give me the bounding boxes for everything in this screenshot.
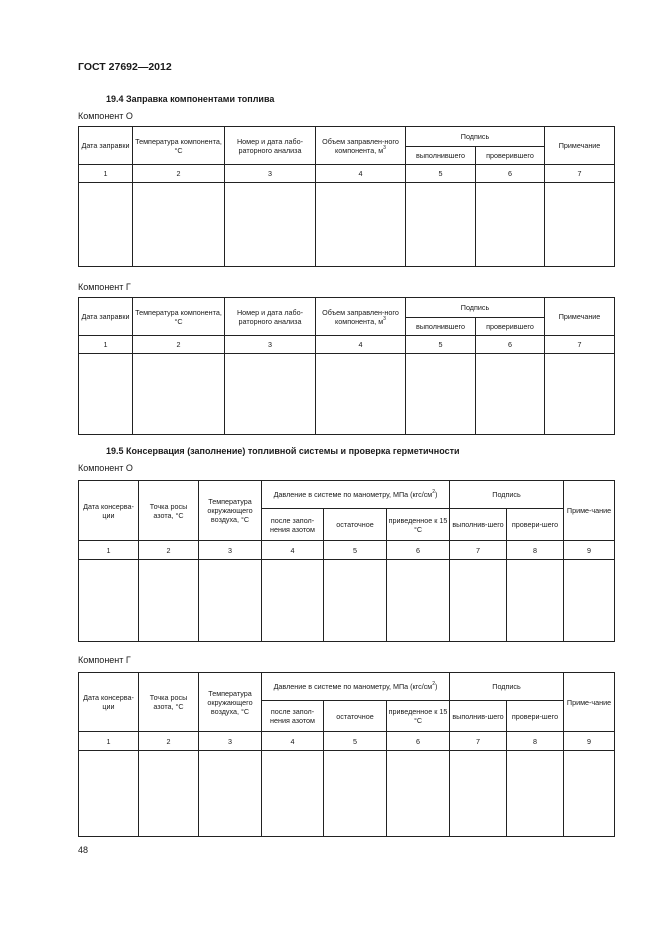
col-number: 7 — [545, 165, 615, 183]
header-air-temp: Температура окружающего воздуха, °С — [199, 481, 262, 541]
col-number: 4 — [316, 336, 406, 354]
component-g-label-19-5: Компонент Г — [78, 655, 131, 665]
header-signature: Подпись — [406, 298, 545, 318]
empty-cell[interactable] — [139, 751, 199, 837]
empty-cell[interactable] — [262, 751, 324, 837]
col-number: 5 — [324, 732, 387, 751]
empty-cell[interactable] — [324, 560, 387, 642]
empty-cell[interactable] — [476, 354, 545, 435]
header-performed: выполнив-шего — [450, 509, 507, 541]
empty-cell[interactable] — [507, 560, 564, 642]
empty-cell[interactable] — [316, 354, 406, 435]
preservation-table-component-g — [78, 672, 615, 837]
table-row — [79, 560, 615, 642]
col-number: 7 — [450, 732, 507, 751]
header-residual: остаточное — [324, 701, 387, 732]
col-number: 7 — [545, 336, 615, 354]
col-number: 3 — [225, 336, 316, 354]
empty-cell[interactable] — [406, 354, 476, 435]
col-number: 2 — [133, 336, 225, 354]
empty-cell[interactable] — [387, 560, 450, 642]
section-19-4-title: 19.4 Заправка компонентами топлива — [106, 94, 275, 104]
col-number: 8 — [507, 541, 564, 560]
col-number: 1 — [79, 336, 133, 354]
fueling-table-component-o — [78, 126, 615, 267]
table-row — [79, 183, 615, 267]
header-performed: выполнив-шего — [450, 701, 507, 732]
empty-cell[interactable] — [450, 751, 507, 837]
empty-cell[interactable] — [316, 183, 406, 267]
header-temperature: Температура компонента, °С — [133, 127, 225, 165]
empty-cell[interactable] — [225, 354, 316, 435]
col-number: 1 — [79, 165, 133, 183]
header-volume: Объем заправлен-ного компонента, $м^3$ — [316, 127, 406, 165]
header-pressure: Давление в системе по манометру, МПа $(кгс/см^2)$ — [262, 481, 450, 509]
header-after-fill: после запол-нения азотом — [262, 509, 324, 541]
table-row — [79, 751, 615, 837]
col-number: 2 — [139, 732, 199, 751]
header-checked: проверившего — [476, 318, 545, 336]
header-note: Приме-чание — [564, 481, 615, 541]
document-header: ГОСТ 27692—2012 — [78, 61, 172, 73]
col-number: 2 — [139, 541, 199, 560]
col-number: 3 — [199, 732, 262, 751]
col-number: 3 — [199, 541, 262, 560]
col-number: 5 — [406, 165, 476, 183]
page-number: 48 — [78, 845, 89, 855]
header-residual: остаточное — [324, 509, 387, 541]
header-dew-point: Точка росы азота, °С — [139, 481, 199, 541]
empty-cell[interactable] — [199, 751, 262, 837]
empty-cell[interactable] — [262, 560, 324, 642]
empty-cell[interactable] — [450, 560, 507, 642]
header-analysis: Номер и дата лабо-раторного анализа — [225, 298, 316, 336]
col-number: 1 — [79, 541, 139, 560]
header-date: Дата заправки — [79, 127, 133, 165]
header-date: Дата консерва-ции — [79, 481, 139, 541]
header-reduced: приведенное к 15 °С — [387, 701, 450, 732]
empty-cell[interactable] — [476, 183, 545, 267]
empty-cell[interactable] — [406, 183, 476, 267]
col-number: 8 — [507, 732, 564, 751]
table-row — [79, 354, 615, 435]
header-date: Дата заправки — [79, 298, 133, 336]
col-number: 5 — [324, 541, 387, 560]
empty-cell[interactable] — [507, 751, 564, 837]
header-note: Примечание — [545, 127, 615, 165]
header-note: Примечание — [545, 298, 615, 336]
empty-cell[interactable] — [79, 751, 139, 837]
empty-cell[interactable] — [139, 560, 199, 642]
col-number: 6 — [476, 336, 545, 354]
header-checked: провери-шего — [507, 701, 564, 732]
col-number: 3 — [225, 165, 316, 183]
empty-cell[interactable] — [79, 354, 133, 435]
header-note: Приме-чание — [564, 673, 615, 732]
fueling-table-component-g — [78, 297, 615, 435]
empty-cell[interactable] — [545, 183, 615, 267]
empty-cell[interactable] — [564, 751, 615, 837]
header-temperature: Температура компонента, °С — [133, 298, 225, 336]
col-number: 4 — [262, 732, 324, 751]
col-number: 7 — [450, 541, 507, 560]
header-performed: выполнившего — [406, 318, 476, 336]
component-o-label-19-4: Компонент О — [78, 111, 133, 121]
header-checked: провери-шего — [507, 509, 564, 541]
empty-cell[interactable] — [133, 354, 225, 435]
col-number: 9 — [564, 541, 615, 560]
col-number: 6 — [476, 165, 545, 183]
empty-cell[interactable] — [324, 751, 387, 837]
header-signature: Подпись — [450, 481, 564, 509]
header-volume: Объем заправлен-ного компонента, $м^3$ — [316, 298, 406, 336]
header-signature: Подпись — [450, 673, 564, 701]
col-number: 4 — [262, 541, 324, 560]
header-checked: проверившего — [476, 147, 545, 165]
col-number: 6 — [387, 541, 450, 560]
preservation-table-component-o — [78, 480, 615, 642]
section-19-5-title: 19.5 Консервация (заполнение) топливной системы и проверка герметичности — [106, 446, 460, 456]
empty-cell[interactable] — [387, 751, 450, 837]
empty-cell[interactable] — [564, 560, 615, 642]
empty-cell[interactable] — [79, 183, 133, 267]
header-analysis: Номер и дата лабо-раторного анализа — [225, 127, 316, 165]
header-reduced: приведенное к 15 °С — [387, 509, 450, 541]
empty-cell[interactable] — [225, 183, 316, 267]
col-number: 2 — [133, 165, 225, 183]
empty-cell[interactable] — [545, 354, 615, 435]
header-performed: выполнившего — [406, 147, 476, 165]
header-signature: Подпись — [406, 127, 545, 147]
component-g-label-19-4: Компонент Г — [78, 282, 131, 292]
component-o-label-19-5: Компонент О — [78, 463, 133, 473]
col-number: 5 — [406, 336, 476, 354]
empty-cell[interactable] — [199, 560, 262, 642]
empty-cell[interactable] — [133, 183, 225, 267]
col-number: 6 — [387, 732, 450, 751]
header-air-temp: Температура окружающего воздуха, °С — [199, 673, 262, 732]
header-pressure: Давление в системе по манометру, МПа $(кгс/см^2)$ — [262, 673, 450, 701]
col-number: 4 — [316, 165, 406, 183]
col-number: 1 — [79, 732, 139, 751]
header-dew-point: Точка росы азота, °С — [139, 673, 199, 732]
header-after-fill: после запол-нения азотом — [262, 701, 324, 732]
col-number: 9 — [564, 732, 615, 751]
header-date: Дата консерва-ции — [79, 673, 139, 732]
empty-cell[interactable] — [79, 560, 139, 642]
